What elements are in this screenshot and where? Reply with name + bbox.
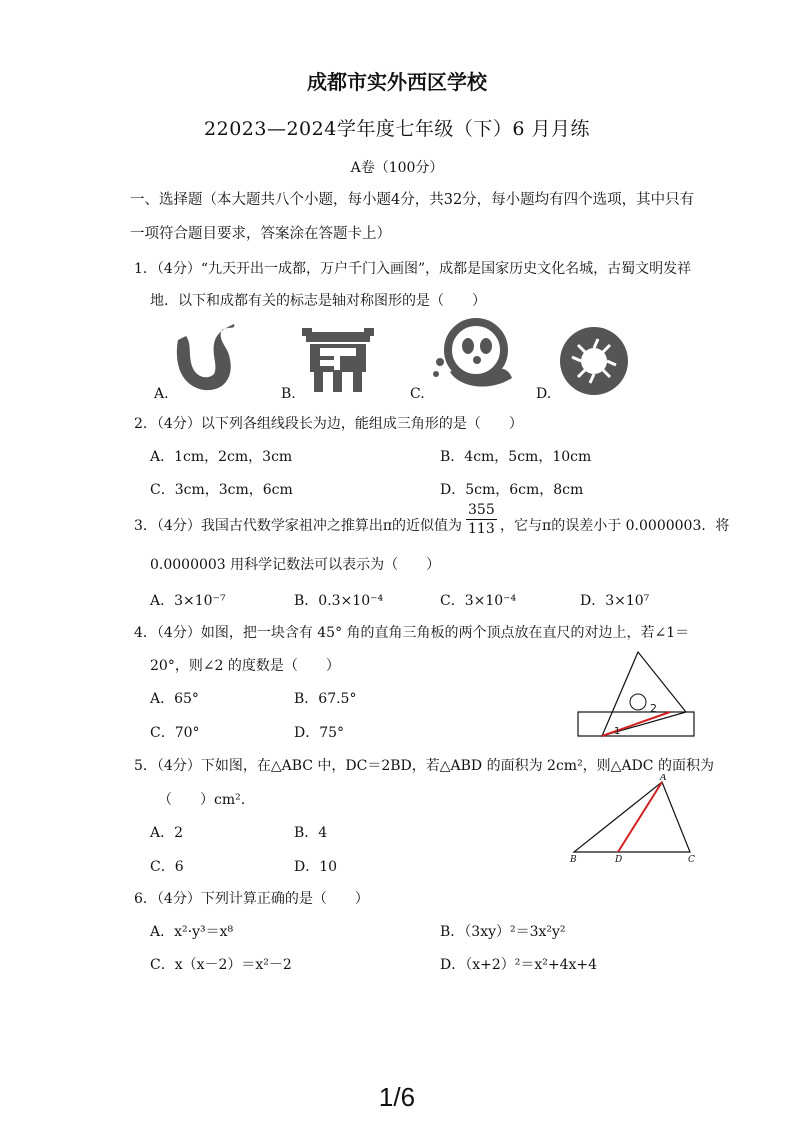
q5-stem-line2: （ ）cm².: [158, 792, 246, 808]
q3-fraction-denominator: 113: [468, 521, 495, 537]
q5-segment-ad: [618, 782, 662, 852]
q4-stem-line2: 20°，则∠2 的度数是（ ）: [150, 658, 340, 674]
q1-option-d-label: D.: [536, 386, 552, 402]
q4-option-a: A．65°: [150, 691, 199, 707]
q4-ruler-triangle-figure: [574, 646, 700, 742]
q3-stem-part-a: 3．（4分）我国古代数学家祖冲之推算出π的近似值为: [134, 518, 463, 534]
q2-option-c: C．3cm，3cm，6cm: [150, 482, 293, 498]
q4-triangle: [602, 652, 686, 736]
q4-red-line: [602, 712, 670, 736]
panda-mark-icon: [430, 316, 520, 396]
exam-title: 22023—2024学年度七年级（下）6 月月练: [204, 118, 590, 140]
q5-option-c: C．6: [150, 859, 184, 875]
school-name: 成都市实外西区学校: [307, 70, 487, 94]
q4-angle-1-label: 1: [614, 726, 621, 737]
sun-bird-mark-icon: [170, 322, 240, 394]
section-heading-line2: 一项符合题目要求，答案涂在答题卡上）: [130, 226, 391, 242]
q2-stem: 2．（4分）以下列各组线段长为边，能组成三角形的是（ ）: [134, 416, 523, 432]
q5-option-a: A．2: [150, 825, 184, 841]
q5-vertex-a: A: [660, 774, 667, 783]
q5-option-d: D．10: [294, 859, 338, 875]
q5-vertex-d: D: [615, 855, 623, 865]
q3-stem-line2: 0.0000003 用科学记数法可以表示为（ ）: [150, 557, 441, 573]
q3-fraction-numerator: 355: [468, 502, 495, 518]
q6-option-d: D．（x+2）²＝x²+4x+4: [440, 957, 598, 973]
q1-option-a-label: A.: [154, 386, 169, 402]
q5-vertex-b: B: [570, 855, 577, 865]
q1-stem-line1: 1．（4分）“九天开出一成都，万户千门入画图”，成都是国家历史文化名城，古蜀文明发祥: [134, 261, 692, 277]
q5-triangle-figure: [566, 774, 700, 866]
q2-option-d: D．5cm，6cm，8cm: [440, 482, 584, 498]
q4-option-b: B．67.5°: [294, 691, 357, 707]
page-number: 1/6: [378, 1082, 416, 1112]
q2-option-a: A．1cm，2cm，3cm: [150, 449, 293, 465]
q5-triangle-abc: [574, 782, 690, 852]
q4-triangle-hole: [630, 694, 646, 710]
golden-sun-disc-icon: [558, 325, 630, 397]
q5-vertex-c: C: [688, 855, 695, 865]
q6-stem: 6．（4分）下列计算正确的是（ ）: [134, 891, 369, 907]
q5-stem-line1: 5．（4分）下如图，在△ABC 中，DC＝2BD，若△ABD 的面积为 2cm²，则△ADC 的面积为: [134, 758, 714, 774]
q6-option-a: A．x²·y³＝x⁸: [150, 924, 234, 940]
volume-label: A卷（100分）: [350, 160, 444, 176]
q4-option-d: D．75°: [294, 725, 345, 741]
q6-option-b: B．（3xy）²＝3x²y²: [440, 924, 566, 940]
q4-stem-line1: 4．（4分）如图，把一块含有 45° 角的直角三角板的两个顶点放在直尺的对边上，若∠1＝: [134, 625, 690, 641]
q4-option-c: C．70°: [150, 725, 200, 741]
q3-option-b: B．0.3×10⁻⁴: [294, 593, 384, 609]
section-heading-line1: 一、选择题（本大题共八个小题，每小题4分，共32分，每小题均有四个选项，其中只有: [130, 192, 695, 208]
q3-option-c: C．3×10⁻⁴: [440, 593, 517, 609]
q3-option-a: A．3×10⁻⁷: [150, 593, 226, 609]
bronze-ding-mark-icon: [300, 326, 376, 394]
q5-option-b: B．4: [294, 825, 328, 841]
q1-stem-line2: 地．以下和成都有关的标志是轴对称图形的是（ ）: [150, 293, 486, 309]
q3-option-d: D．3×10⁷: [580, 593, 650, 609]
q1-option-b-label: B.: [281, 386, 296, 402]
q3-stem-part-b: ，它与π的误差小于 0.0000003．将: [500, 518, 730, 534]
q4-angle-2-label: 2: [650, 702, 657, 715]
q2-option-b: B．4cm，5cm，10cm: [440, 449, 592, 465]
q3-fraction: [466, 501, 497, 538]
q6-option-c: C．x（x－2）＝x²－2: [150, 957, 292, 973]
q1-option-c-label: C.: [410, 386, 425, 402]
